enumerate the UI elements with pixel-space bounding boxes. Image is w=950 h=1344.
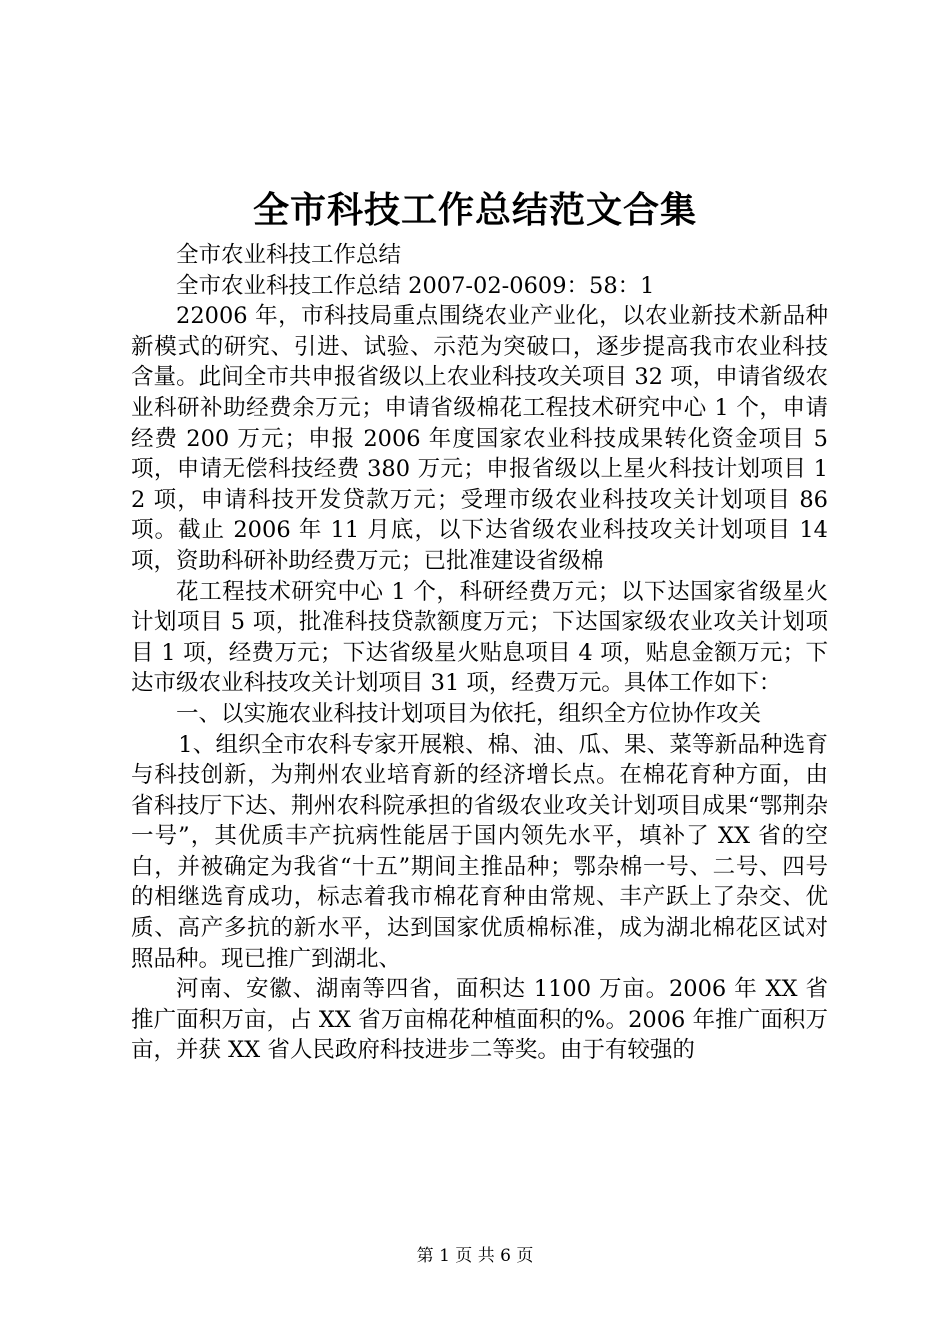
paragraph-cotton-breeding: 1、组织全市农科专家开展粮、棉、油、瓜、果、菜等新品种选育与科技创新，为荆州农业培育新的经济增长点。在棉花育种方面，由省科技厅下达、荆州农科院承担的省级农业攻关计划项目成果“鄂荆杂一号”，其优质丰产抗病性能居于国内领先水平，填补了 XX 省的空白，并被确定为我省“十五”期间主推品种；鄂杂棉一号、二号、四号的相继选育成功，标志着我市棉花育种由常规、丰产跃上了杂交、优质、高产多抗的新水平，达到国家优质棉标准，成为湖北棉花区试对照品种。现已推广到湖北、 — [131, 731, 828, 972]
paragraph-subtitle: 全市农业科技工作总结 — [176, 242, 402, 268]
section-heading: 一、以实施农业科技计划项目为依托，组织全方位协作攻关 — [176, 700, 762, 727]
document-body — [131, 240, 828, 1066]
paragraph-cotton-promotion: 河南、安徽、湖南等四省，面积达 1100 万亩。2006 年 XX 省推广面积万亩，占 XX 省万亩棉花种植面积的%。2006 年推广面积万亩，并获 XX 省人民政府科技进步二等奖。由于有较强的 — [131, 976, 828, 1064]
page-footer: 第 1 页 共 6 页 — [416, 1246, 534, 1266]
document-title: 全市科技工作总结范文合集 — [252, 189, 697, 231]
paragraph-dateline: 全市农业科技工作总结 2007-02-0609：58：1 — [176, 272, 655, 299]
paragraph-overview-continued: 花工程技术研究中心 1 个，科研经费万元；以下达国家省级星火计划项目 5 项，批准科技贷款额度万元；下达国家级农业攻关计划项目 1 项，经费万元；下达省级星火贴息项目 4 项，贴息金额万元；下达市级农业科技攻关计划项目 31 项，经费万元。具体工作如下： — [131, 578, 828, 697]
paragraph-overview: 22006 年，市科技局重点围绕农业产业化，以农业新技术新品种新模式的研究、引进、试验、示范为突破口，逐步提高我市农业科技含量。此间全市共申报省级以上农业科技攻关项目 32 项，申请省级农业科研补助经费余万元；申请省级棉花工程技术研究中心 1 个，申请经费 200 万元；申报 2006 年度国家农业科技成果转化资金项目 5 项，申请无偿科技经费 380 万元；申报省级以上星火科技计划项目 12 项，申请科技开发贷款万元；受理市级农业科技攻关计划项目 86 项。截止 2006 年 11 月底，以下达省级农业科技攻关计划项目 14 项，资助科研补助经费万元；已批准建设省级棉 — [131, 303, 828, 574]
